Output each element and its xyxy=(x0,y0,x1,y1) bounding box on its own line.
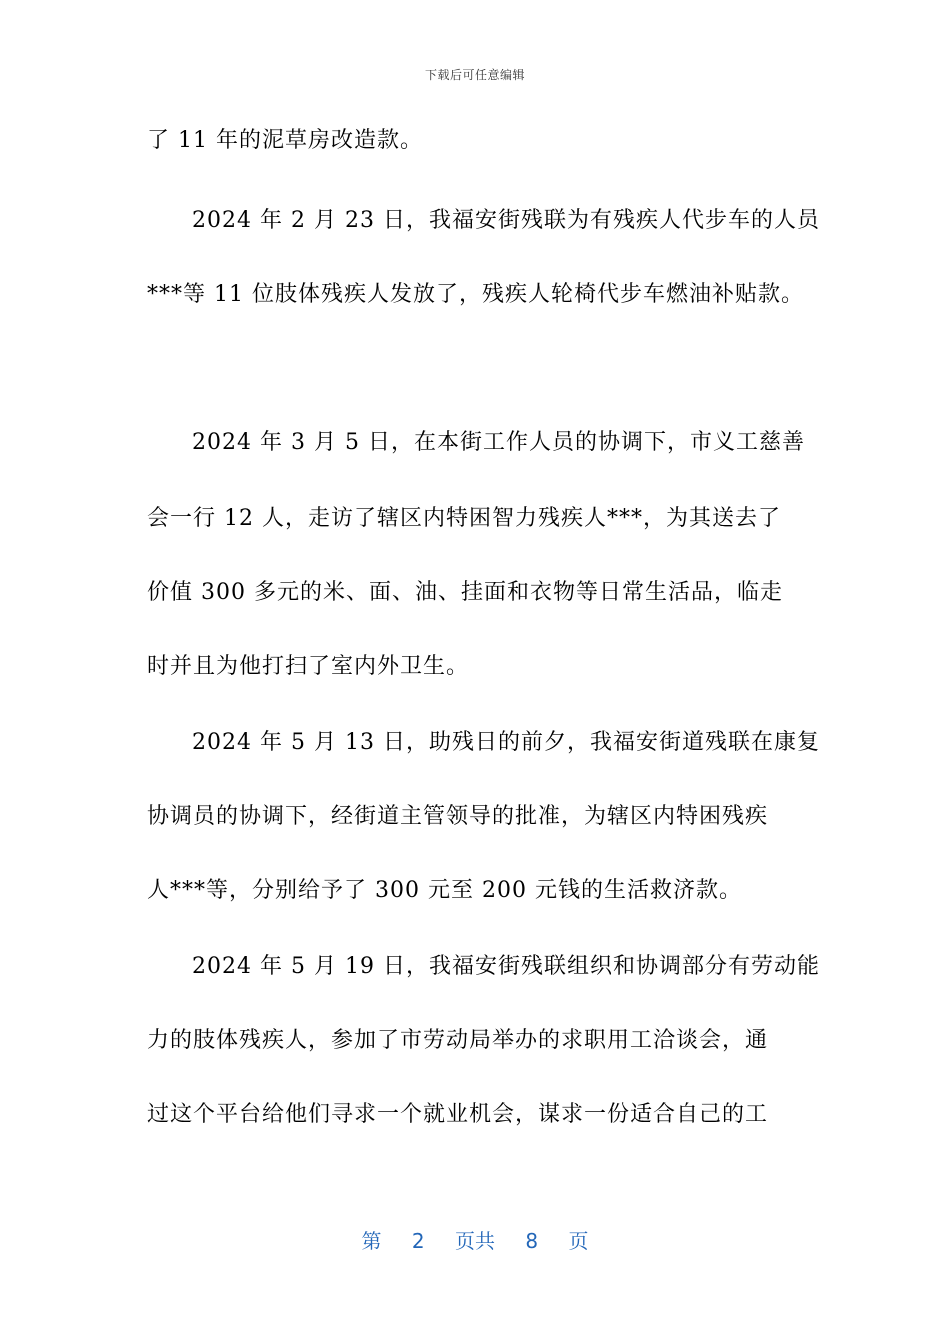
text-line: 会一行 12 人，走访了辖区内特困智力残疾人***，为其送去了 xyxy=(147,506,781,531)
text-line: ***等 11 位肢体残疾人发放了，残疾人轮椅代步车燃油补贴款。 xyxy=(147,282,804,307)
text-line: 了 11 年的泥草房改造款。 xyxy=(147,128,423,153)
text-line: 过这个平台给他们寻求一个就业机会，谋求一份适合自己的工 xyxy=(147,1102,769,1127)
text-line: 2024 年 2 月 23 日，我福安街残联为有残疾人代步车的人员 xyxy=(192,208,820,233)
header-note: 下载后可任意编辑 xyxy=(424,68,525,82)
text-line: 2024 年 5 月 19 日，我福安街残联组织和协调部分有劳动能 xyxy=(192,954,820,979)
footer-prefix: 第 xyxy=(361,1229,382,1253)
text-line: 力的肢体残疾人，参加了市劳动局举办的求职用工洽谈会，通 xyxy=(147,1028,769,1053)
current-page-number: 2 xyxy=(411,1229,425,1253)
text-line: 价值 300 多元的米、面、油、挂面和衣物等日常生活品，临走 xyxy=(147,580,783,605)
text-line: 2024 年 5 月 13 日，助残日的前夕，我福安街道残联在康复 xyxy=(192,730,820,755)
text-line: 人***等，分别给予了 300 元至 200 元钱的生活救济款。 xyxy=(147,878,742,903)
text-line: 时并且为他打扫了室内外卫生。 xyxy=(147,654,470,679)
total-page-number: 8 xyxy=(525,1229,539,1253)
text-line: 协调员的协调下，经街道主管领导的批准，为辖区内特困残疾 xyxy=(147,804,769,829)
footer-middle: 页共 xyxy=(455,1229,495,1253)
footer-suffix: 页 xyxy=(568,1229,589,1253)
text-line: 2024 年 3 月 5 日，在本街工作人员的协调下，市义工慈善 xyxy=(192,430,805,455)
page-footer xyxy=(0,1225,950,1254)
